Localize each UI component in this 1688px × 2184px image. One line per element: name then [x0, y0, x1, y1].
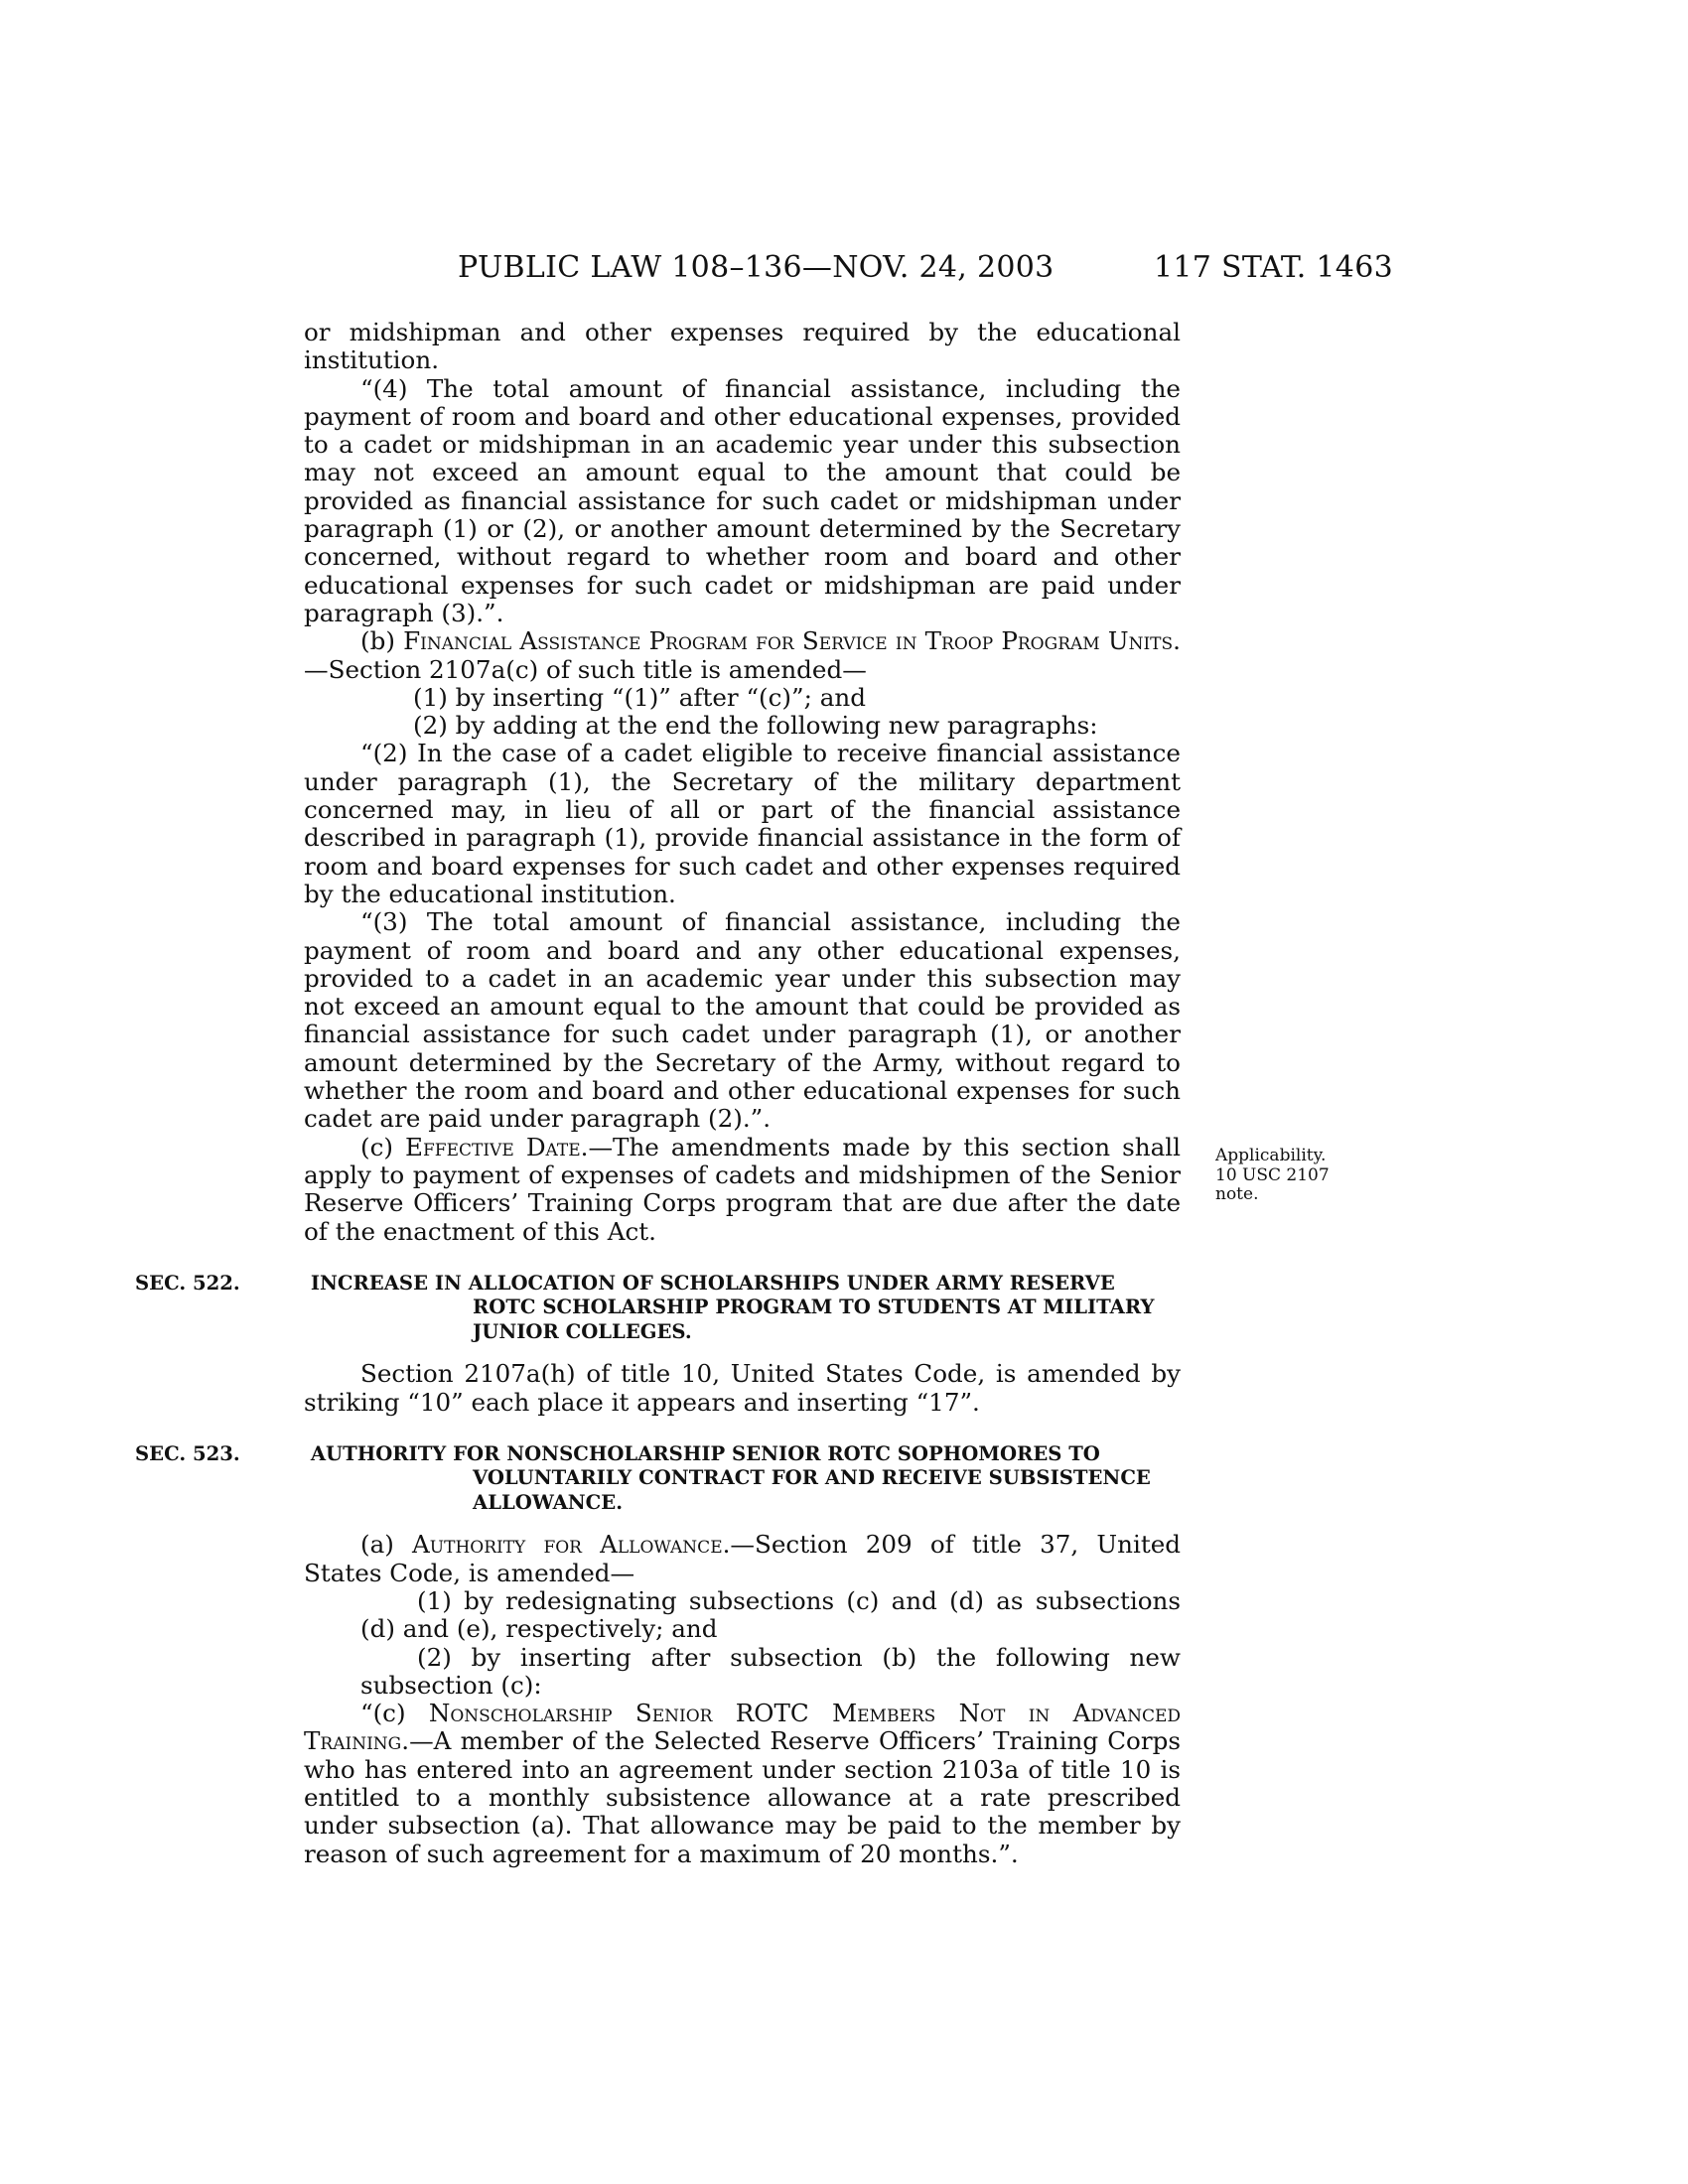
margin-note: [1215, 1147, 1354, 1205]
paragraph-3-quoted: “(3) The total amount of financial assistance, including the payment of room and board and any other educational expenses, provided to a cadet in an academic year under this subsection may not exceed an amount equal to the amount that could be provided as financial assistance for such cadet under paragraph (1), or another amount determined by the Secretary of the Army, without regard to whether the room and board and other educational expenses for such cadet are paid under paragraph (2).”.: [304, 907, 1181, 1134]
paragraph-continuation: or midshipman and other expenses required by the educational institution.: [304, 318, 1181, 375]
section-523-subsection-c: [304, 1700, 1181, 1868]
margin-note-line: note.: [1215, 1184, 1259, 1204]
subsection-c-designator: (c): [360, 1132, 406, 1161]
subsection-c-text: .—The amendments made by this section shall apply to payment of expenses of cadets and midshipmen of the Senior Reserve Officers’ Training Corps program that are due after the date of the enactment of this Act.: [304, 1132, 1181, 1246]
section-523-subsection-a: [304, 1531, 1181, 1587]
subsection-b-designator: (b): [360, 626, 404, 656]
section-523-item-2: (2) by inserting after subsection (b) the following new subsection (c):: [360, 1642, 1181, 1700]
section-523-c-text: .—A member of the Selected Reserve Officers’ Training Corps who has entered into an agreement under section 2103a of title 10 is entitled to a monthly subsistence allowance at a rate prescribed under subsection (a). That allowance may be paid to the member by reason of such agreement for a maximum of 20 months.”.: [304, 1726, 1181, 1868]
section-523-heading: SEC. 523. AUTHORITY FOR NONSCHOLARSHIP SENIOR ROTC SOPHOMORES TO VOLUNTARILY CONTRACT FOR AND RECEIVE SUBSISTENCE ALLOWANCE.: [135, 1441, 1151, 1514]
running-header-title: PUBLIC LAW 108–136—NOV. 24, 2003: [458, 250, 1055, 285]
section-522-heading: SEC. 522. INCREASE IN ALLOCATION OF SCHOLARSHIPS UNDER ARMY RESERVE ROTC SCHOLARSHIP PROGRAM TO STUDENTS AT MILITARY JUNIOR COLLEGES.: [135, 1271, 1155, 1343]
body-text: [135, 318, 1182, 1868]
subsection-c-caption: Effective Date: [405, 1132, 581, 1161]
section-523-c-designator: “(c): [360, 1699, 429, 1728]
running-header-page-number: 117 STAT. 1463: [1154, 250, 1393, 285]
section-523-title: AUTHORITY FOR NONSCHOLARSHIP SENIOR ROTC SOPHOMORES TO VOLUNTARILY CONTRACT FOR AND RECEIVE SUBSISTENCE ALLOWANCE.: [310, 1441, 1151, 1514]
section-523-item-1: (1) by redesignating subsections (c) and (d) as subsections (d) and (e), respectively; and: [360, 1585, 1181, 1644]
subsection-b: [304, 627, 1181, 684]
section-522-text: Section 2107a(h) of title 10, United States Code, is amended by striking “10” each place it appears and inserting “17”.: [304, 1359, 1181, 1417]
section-523-a-designator: (a): [360, 1530, 413, 1560]
paragraph-2-quoted: “(2) In the case of a cadet eligible to receive financial assistance under paragraph (1), the Secretary of the military department concerned may, in lieu of all or part of the financial assistance described in paragraph (1), provide financial assistance in the form of room and board expenses for such cadet and other expenses required by the educational institution.: [304, 739, 1181, 908]
list-item-2: (2) by adding at the end the following new paragraphs:: [413, 711, 1098, 741]
margin-note-line: 10 USC 2107: [1215, 1164, 1330, 1185]
subsection-b-caption: Financial Assistance Program for Service in Troop Program Units: [403, 626, 1174, 656]
subsection-b-text: .—Section 2107a(c) of such title is amended—: [304, 626, 1181, 684]
subsection-c: [304, 1134, 1181, 1246]
section-523-c-caption: Nonscholarship Senior ROTC Members Not in Advanced Training: [304, 1699, 1181, 1756]
list-item-1: (1) by inserting “(1)” after “(c)”; and: [413, 682, 866, 712]
section-523-a-text: .—Section 209 of title 37, United States Code, is amended—: [304, 1530, 1182, 1587]
paragraph-4: “(4) The total amount of financial assistance, including the payment of room and board and other educational expenses, provided to a cadet or midshipman in an academic year under this subsection may not exceed an amount equal to the amount that could be provided as financial assistance for such cadet or midshipman under paragraph (1) or (2), or another amount determined by the Secretary concerned, without regard to whether room and board and other educational expenses for such cadet or midshipman are paid under paragraph (3).”.: [304, 373, 1181, 627]
section-523-a-caption: Authority for Allowance: [412, 1530, 723, 1560]
section-522-title: INCREASE IN ALLOCATION OF SCHOLARSHIPS UNDER ARMY RESERVE ROTC SCHOLARSHIP PROGRAM TO STUDENTS AT MILITARY JUNIOR COLLEGES.: [310, 1271, 1155, 1343]
margin-note-line: Applicability.: [1215, 1146, 1327, 1165]
